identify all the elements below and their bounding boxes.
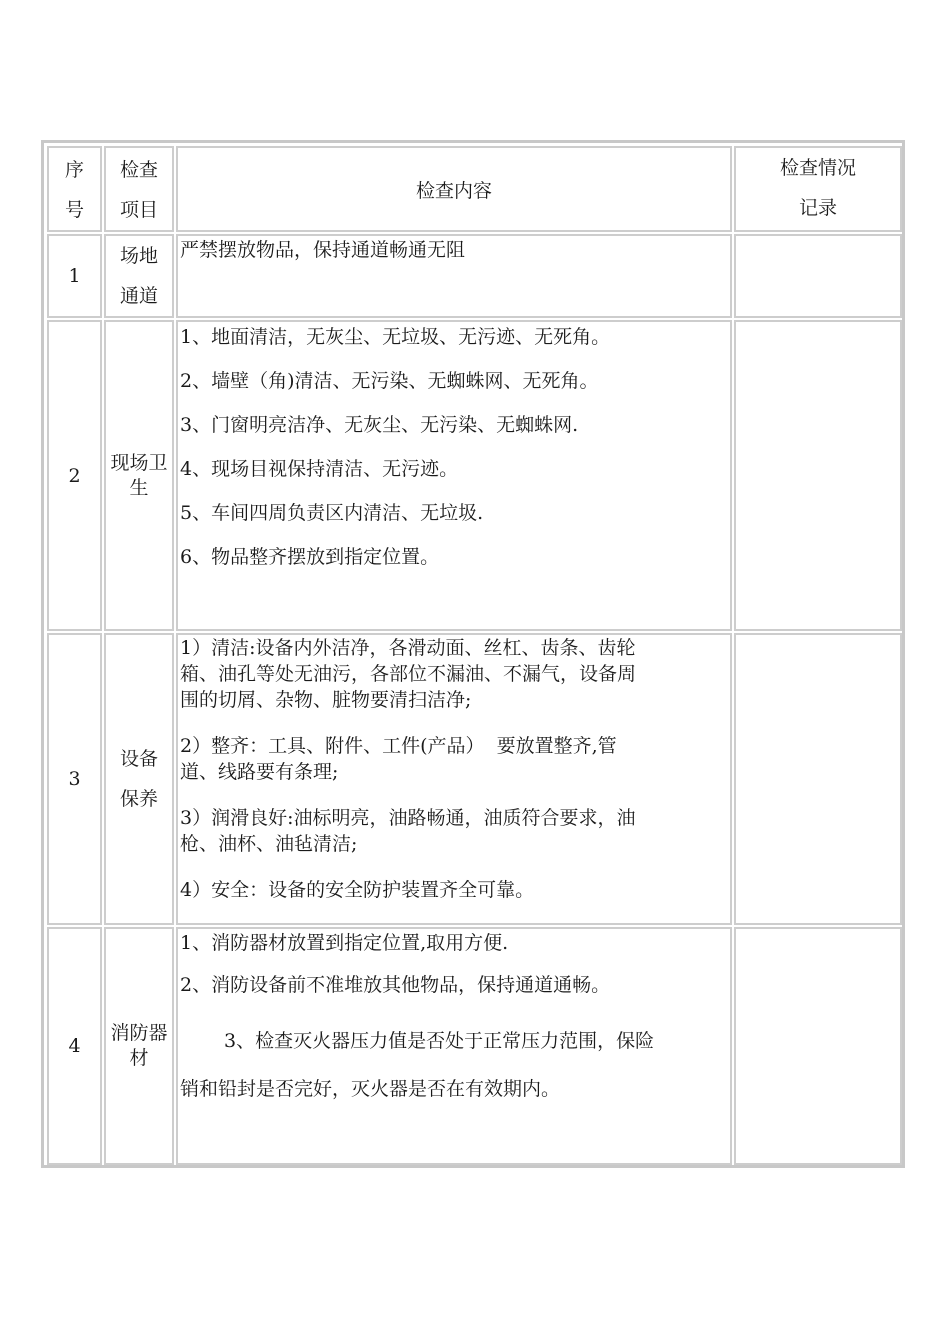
row2-no: 2 — [47, 320, 102, 631]
inspection-table — [41, 140, 905, 1168]
header-content — [176, 146, 732, 232]
header-item-line1: 检查 — [119, 159, 158, 181]
row3-paragraph-3: 3）润滑良好:油标明亮，油路畅通，油质符合要求，油 枪、油杯、油毡清洁; — [180, 807, 636, 855]
header-no — [47, 146, 102, 232]
header-record-line2: 记录 — [798, 197, 837, 219]
header-no-line2: 号 — [64, 199, 84, 221]
row4-content-line-1: 1、消防器材放置到指定位置,取用方便. — [180, 932, 509, 954]
header-record — [734, 146, 902, 232]
row4-content — [176, 927, 732, 1165]
row2-item: 现场卫 生 — [104, 320, 174, 631]
header-no-line1: 序 — [64, 159, 84, 181]
row2-content-line-4: 4、现场目视保持清洁、无污迹。 — [180, 458, 459, 480]
row4-content-line-2: 2、消防设备前不准堆放其他物品，保持通道通畅。 — [180, 974, 611, 996]
header-record-line1: 检查情况 — [779, 157, 856, 179]
row2-content-line-3: 3、门窗明亮洁净、无灰尘、无污染、无蜘蛛网. — [180, 414, 579, 436]
row1-content — [176, 234, 732, 318]
row3-no: 3 — [47, 633, 102, 925]
header-item — [104, 146, 174, 232]
row4-record — [734, 927, 902, 1165]
row3-paragraph-1: 1）清洁:设备内外洁净，各滑动面、丝杠、齿条、齿轮 箱、油孔等处无油污，各部位不漏油、不漏气，设备周 围的切屑、杂物、脏物要清扫洁净; — [180, 637, 637, 711]
row2-content-line-6: 6、物品整齐摆放到指定位置。 — [180, 546, 440, 568]
header-content-label: 检查内容 — [415, 179, 492, 202]
row4-item: 消防器 材 — [104, 927, 174, 1165]
row3-content — [176, 633, 732, 925]
row2-record — [734, 320, 902, 631]
row2-content-line-1: 1、地面清洁，无灰尘、无垃圾、无污迹、无死角。 — [180, 326, 611, 348]
row3-paragraph-4: 4）安全：设备的安全防护装置齐全可靠。 — [180, 879, 535, 901]
row4-content-line-3: 3、检查灭火器压力值是否处于正常压力范围，保险 — [224, 1030, 655, 1052]
row4-no: 4 — [47, 927, 102, 1165]
header-item-line2: 项目 — [119, 199, 158, 221]
row3-paragraph-2: 2）整齐：工具、附件、工件(产品） 要放置整齐,管 道、线路要有条理; — [180, 735, 617, 783]
row2-content — [176, 320, 732, 631]
row3-record — [734, 633, 902, 925]
row2-content-line-5: 5、车间四周负责区内清洁、无垃圾. — [180, 502, 484, 524]
row1-content-line: 严禁摆放物品，保持通道畅通无阻 — [180, 239, 466, 261]
row1-no: 1 — [47, 234, 102, 318]
row1-item: 场地 通道 — [104, 234, 174, 318]
row4-content-line-4: 销和铅封是否完好，灭火器是否在有效期内。 — [180, 1078, 561, 1100]
row1-record — [734, 234, 902, 318]
row2-content-line-2: 2、墙壁（角)清洁、无污染、无蜘蛛网、无死角。 — [180, 370, 599, 392]
row3-item: 设备 保养 — [104, 633, 174, 925]
